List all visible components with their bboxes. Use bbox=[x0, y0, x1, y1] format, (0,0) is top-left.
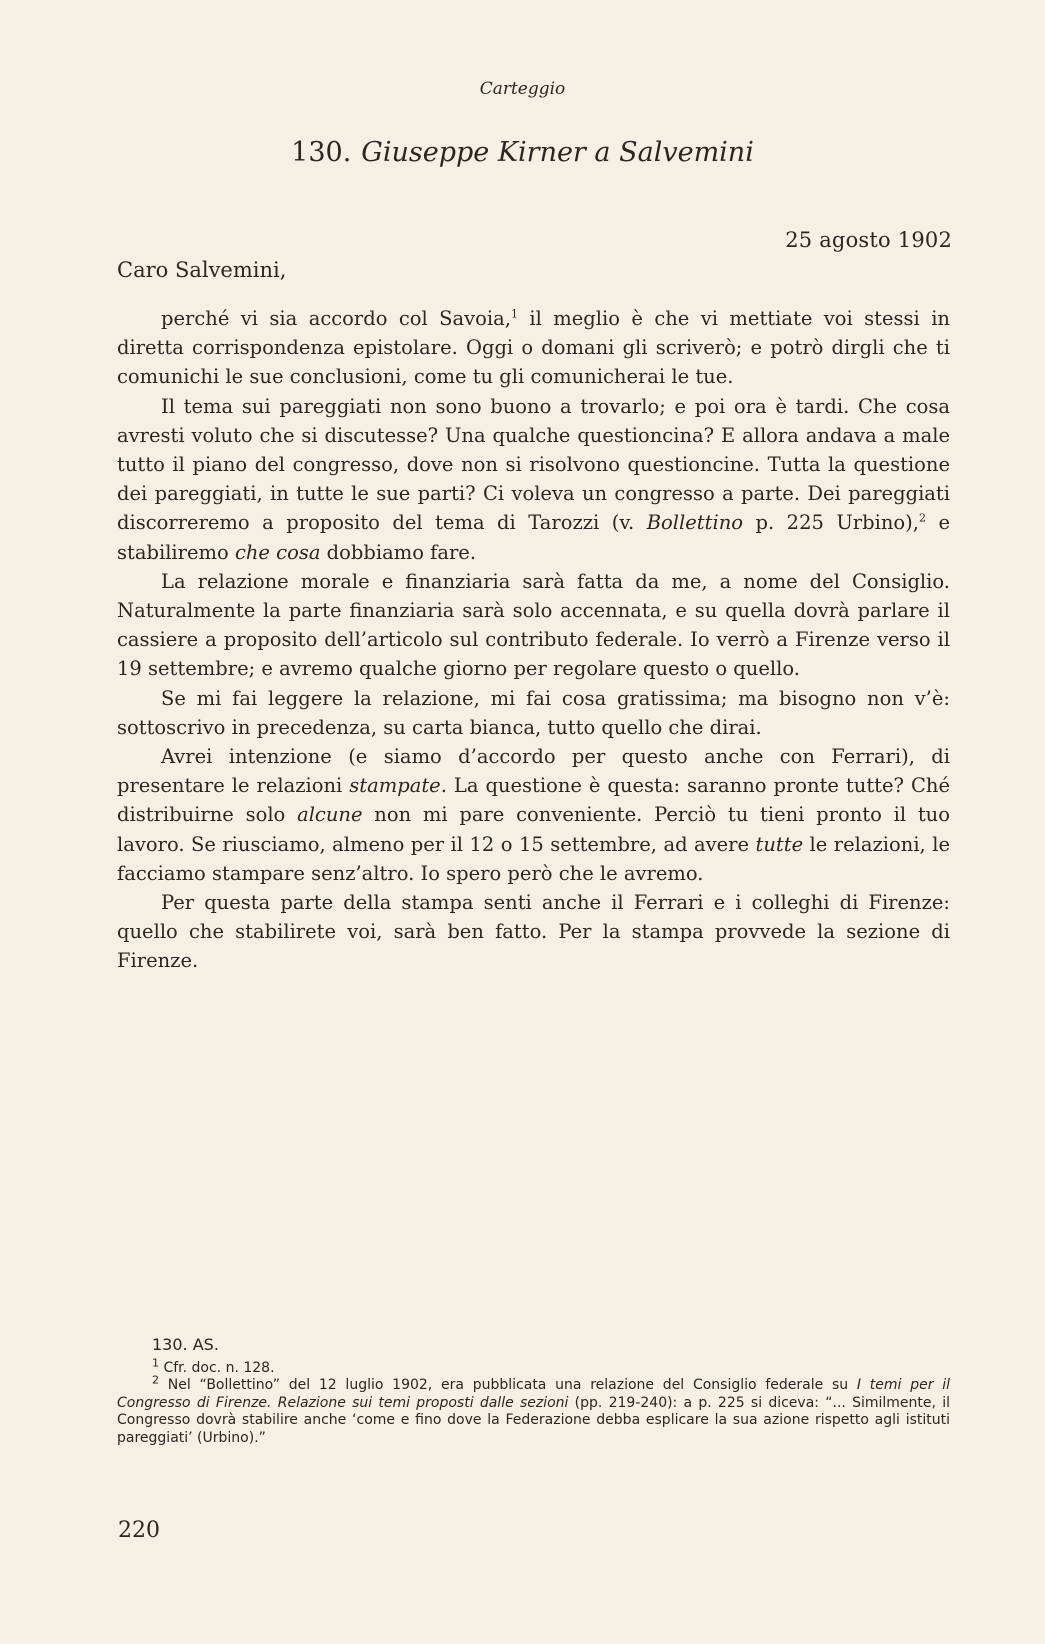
italic-alcune: alcune bbox=[297, 803, 363, 827]
paragraph-text: perché vi sia accordo col Savoia, bbox=[161, 307, 511, 330]
paragraph-text: non mi pare conveniente. Perciò tu tieni pronto il tuo lavoro. Se riusciamo, almeno per il 12 o 15 settembre, ad avere bbox=[117, 803, 950, 856]
paragraph-1 bbox=[117, 304, 950, 392]
footnote-ref-1: 1 bbox=[510, 307, 518, 321]
footnote-ref-2: 2 bbox=[918, 511, 926, 525]
paragraph-text: Avrei intenzione (e siamo d’accordo per questo anche con Ferrari), di presentare le relazioni bbox=[117, 745, 950, 798]
paragraph-2 bbox=[117, 392, 950, 567]
document-number: 130. bbox=[291, 137, 352, 168]
footnote-2 bbox=[117, 1373, 950, 1447]
paragraph-text: p. 225 Urbino), bbox=[743, 511, 919, 535]
running-head: Carteggio bbox=[479, 79, 566, 99]
paragraph-text: il meglio è che vi mettiate voi stessi in diretta corrispondenza epistolare. Oggi o domani gli scriverò; e potrò dirgli che ti comunichi le sue conclusioni, come tu gli comunicherai le tue. bbox=[117, 307, 950, 389]
italic-stampate: stampate. bbox=[349, 774, 447, 798]
paragraph-text: Il tema sui pareggiati non sono buono a trovarlo; e poi ora è tardi. Che cosa avresti voluto che si discutesse? Una qualche questioncina? E allora andava a male tutto il piano del congresso, dove non si risolvono questioncine. Tutta la questione dei pareggiati, in tutte le sue parti? Ci voleva un congresso a parte. Dei pareggiati discorreremo a proposito del tema di Tarozzi (v. bbox=[117, 394, 950, 535]
page-number: 220 bbox=[118, 1518, 160, 1543]
paragraph-5 bbox=[117, 742, 950, 888]
document-title-text: Giuseppe Kirner a Salvemini bbox=[361, 137, 754, 168]
source-note: 130. AS. bbox=[152, 1335, 219, 1354]
footnote-mark: 2 bbox=[152, 1373, 159, 1387]
footnote-text: Nel “Bollettino” del 12 luglio 1902, era pubblicata una relazione del Consiglio federale su bbox=[167, 1377, 857, 1393]
letter-salutation: Caro Salvemini, bbox=[117, 258, 287, 282]
paragraph-text: e stabiliremo bbox=[117, 511, 950, 564]
footnote-text: (pp. 219-240): a p. 225 si diceva: “... Similmente, il Congresso dovrà stabilire anche ‘come e fino dove la Federazione debba esplicare la sua azione rispetto agli istituti pareggiati’ (Urbino).” bbox=[117, 1394, 950, 1446]
letter-body bbox=[117, 304, 950, 976]
paragraph-6: Per questa parte della stampa senti anche il Ferrari e i colleghi di Firenze: quello che stabilirete voi, sarà ben fatto. Per la stampa provvede la sezione di Firenze. bbox=[117, 891, 950, 973]
letter-date: 25 agosto 1902 bbox=[785, 228, 952, 252]
italic-che-cosa: che cosa bbox=[234, 540, 321, 564]
paragraph-4: Se mi fai leggere la relazione, mi fai cosa gratissima; ma bisogno non v’è: sottoscrivo in precedenza, su carta bianca, tutto quello che dirai. bbox=[117, 686, 950, 739]
paragraph-text: dobbiamo fare. bbox=[320, 540, 477, 564]
footnote-italic-title: I temi per il Congresso di Firenze. Relazione sui temi proposti dalle sezioni bbox=[117, 1377, 950, 1411]
footnotes bbox=[117, 1336, 950, 1447]
footnote-mark: 1 bbox=[152, 1355, 159, 1369]
footnote-1 bbox=[117, 1355, 950, 1378]
paragraph-text: le relazioni, le facciamo stampare senz’altro. Io spero però che le avremo. bbox=[117, 832, 950, 885]
document-title bbox=[0, 137, 1045, 168]
paragraph-3: La relazione morale e finanziaria sarà fatta da me, a nome del Consiglio. Naturalmente la parte finanziaria sarà solo accennata, e su quella dovrà parlare il cassiere a proposito dell’articolo sul contributo federale. Io verrò a Firenze verso il 19 settembre; e avremo qualche giorno per regolare questo o quello. bbox=[117, 569, 950, 681]
italic-bollettino: Bollettino bbox=[646, 511, 744, 535]
footnote-text: Cfr. doc. n. 128. bbox=[163, 1359, 275, 1376]
italic-tutte: tutte bbox=[755, 832, 804, 856]
paragraph-text: La questione è questa: saranno pronte tutte? Ché distribuirne solo bbox=[117, 774, 950, 827]
